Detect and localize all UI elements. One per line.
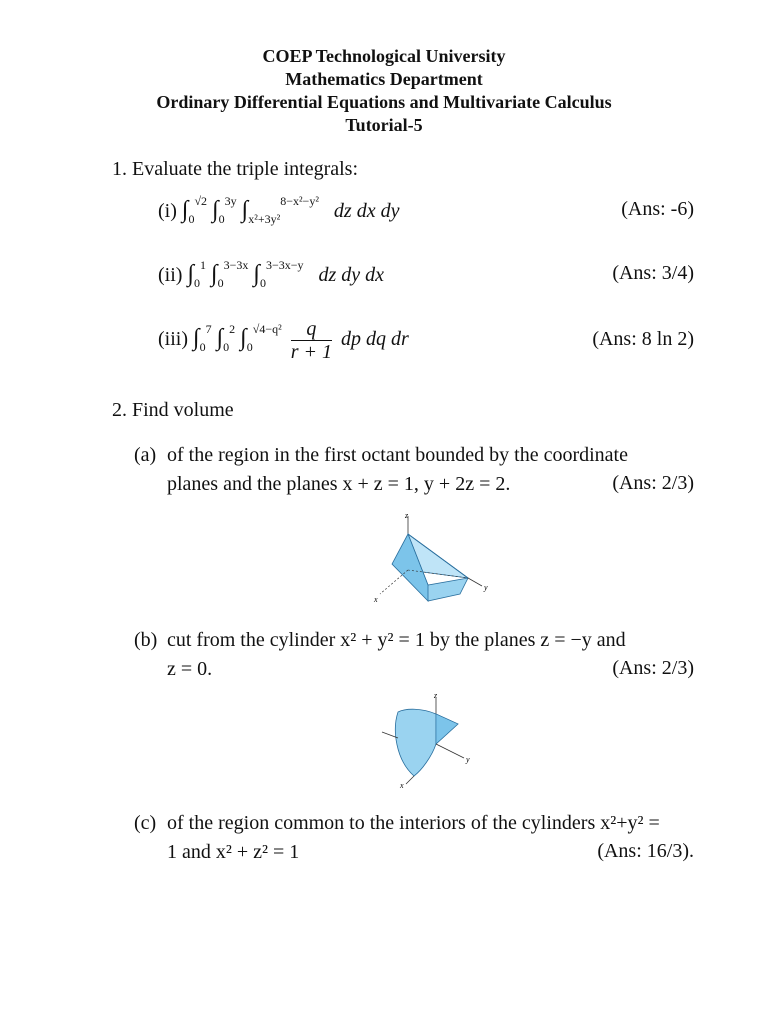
- numerator: q: [306, 318, 317, 340]
- q1-part-i: (i) $\int_0^{√2}$ $\int_0^{3y}$ $\int_{x^2+3y^2}^{8-x^2-y^2}$ dz dx dy: [158, 194, 400, 226]
- q1-part-ii-answer: (Ans: 3/4): [612, 262, 694, 284]
- q2b-line2: z = 0.: [167, 658, 213, 680]
- limit-lower: 0: [199, 340, 206, 355]
- q2c-line1: of the region common to the interiors of the cylinders x²+y² =: [167, 812, 660, 834]
- limit-upper: √4−q²: [252, 322, 282, 337]
- q1-part-i-answer: (Ans: -6): [621, 198, 694, 220]
- differential: dz dy dx: [318, 264, 385, 286]
- q2c-label: (c): [134, 812, 157, 834]
- department-title: Mathematics Department: [285, 69, 483, 89]
- differential: dz dx dy: [333, 200, 400, 222]
- figure-tetrahedron: [368, 510, 498, 610]
- limit-lower: x²+3y²: [248, 212, 281, 226]
- q2a-line1: of the region in the first octant bounded by the coordinate: [167, 444, 628, 466]
- axis-x-label: x: [374, 595, 378, 604]
- institution-title: COEP Technological University: [262, 46, 506, 66]
- limit-upper: 1: [200, 258, 207, 272]
- q2a-answer: (Ans: 2/3): [612, 472, 694, 494]
- axis-z-label: z: [434, 691, 438, 700]
- part-label: (iii): [158, 328, 188, 351]
- limit-upper: 2: [229, 322, 236, 337]
- limit-upper: 7: [205, 322, 212, 337]
- integrand-fraction: [291, 318, 332, 363]
- denominator: r + 1: [290, 341, 332, 363]
- limit-upper: 3y: [224, 194, 237, 208]
- part-label: (i): [158, 200, 177, 222]
- limit-lower: 0: [217, 276, 224, 290]
- figure-cylinder-wedge: [376, 690, 476, 790]
- q1-title: 1. Evaluate the triple integrals:: [112, 158, 359, 180]
- limit-upper: 3−3x: [223, 258, 249, 272]
- q1-part-ii: (ii) $\int_0^1$ $\int_0^{3-3x}$ $\int_0^{3-3x-y}$ dz dy dx: [158, 258, 385, 290]
- limit-lower: 0: [223, 340, 230, 355]
- q2c-answer: (Ans: 16/3).: [597, 840, 694, 862]
- limit-upper: 8−x²−y²: [280, 194, 319, 208]
- limit-lower: 0: [194, 276, 201, 290]
- wedge-curved-side: [395, 709, 436, 776]
- wedge-front-face: [436, 714, 458, 744]
- q2b-line1: cut from the cylinder x² + y² = 1 by the planes z = −y and: [167, 629, 626, 651]
- limit-upper: √2: [194, 194, 208, 208]
- q2b-answer: (Ans: 2/3): [612, 657, 694, 679]
- limit-lower: 0: [259, 276, 266, 290]
- q2a-line2: planes and the planes x + z = 1, y + 2z = 2.: [167, 473, 511, 495]
- axis-z-label: z: [405, 511, 409, 520]
- limit-lower: 0: [218, 212, 225, 226]
- q2b-label: (b): [134, 629, 158, 651]
- q1-part-iii-answer: (Ans: 8 ln 2): [592, 328, 694, 350]
- q2-title: 2. Find volume: [112, 399, 234, 421]
- axis-y-label: y: [466, 755, 470, 764]
- q2a-label: (a): [134, 444, 157, 466]
- limit-lower: 0: [246, 340, 253, 355]
- q2c-line2: 1 and x² + z² = 1: [167, 841, 300, 863]
- part-label: (ii): [158, 264, 183, 286]
- course-title: Ordinary Differential Equations and Multivariate Calculus: [156, 92, 612, 112]
- axis-y-label: y: [484, 583, 488, 592]
- axis-x-label: x: [400, 781, 404, 790]
- limit-lower: 0: [188, 212, 195, 226]
- limit-upper: 3−3x−y: [265, 258, 304, 272]
- differential: dp dq dr: [340, 328, 409, 351]
- tutorial-title: Tutorial-5: [345, 115, 423, 135]
- q1-part-iii: (iii) $\int_0^7$ $\int_0^2$ $\int_0^{√4-q^2}$ $\frac{q}{r + 1}$ dp dq dr: [158, 318, 409, 363]
